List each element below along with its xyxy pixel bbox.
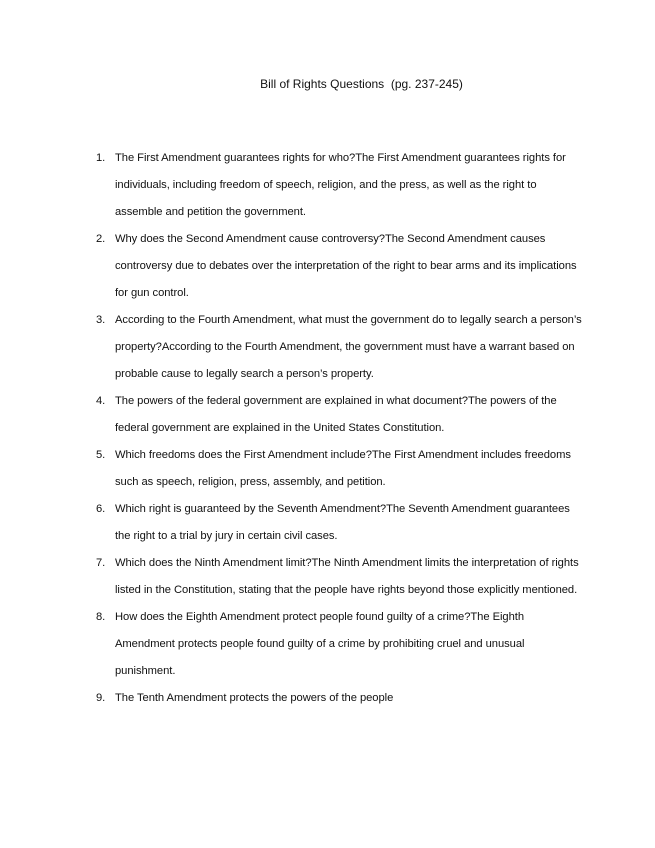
item-number: 3.	[96, 314, 106, 326]
list-item	[91, 685, 583, 712]
item-number: 8.	[96, 611, 106, 623]
item-text: Which does the Ninth Amendment limit?The Ninth Amendment limits the interpretation of rights listed in the Constitution, stating that the people have rights beyond those explicitly mentioned.	[115, 557, 579, 596]
list-item	[91, 604, 583, 685]
list-item	[91, 388, 583, 442]
question-list	[91, 145, 583, 712]
item-number: 6.	[96, 503, 106, 515]
item-text: The Tenth Amendment protects the powers of the people	[115, 692, 394, 704]
item-number: 9.	[96, 692, 106, 704]
item-text: How does the Eighth Amendment protect people found guilty of a crime?The Eighth Amendment protects people found guilty of a crime by prohibiting cruel and unusual punishment.	[115, 611, 525, 677]
list-item	[91, 145, 583, 226]
list-item	[91, 496, 583, 550]
item-text: Why does the Second Amendment cause controversy?The Second Amendment causes controversy due to debates over the interpretation of the right to bear arms and its implications for gun control.	[115, 233, 577, 299]
page-title: Bill of Rights Questions (pg. 237-245)	[260, 77, 463, 91]
item-text: The powers of the federal government are explained in what document?The powers of the federal government are explained in the United States Constitution.	[115, 395, 557, 434]
item-number: 5.	[96, 449, 106, 461]
item-text: According to the Fourth Amendment, what must the government do to legally search a person’s property?According to the Fourth Amendment, the government must have a warrant based on probable cause to legally search a person’s property.	[115, 314, 582, 380]
item-text: Which freedoms does the First Amendment include?The First Amendment includes freedoms such as speech, religion, press, assembly, and petition.	[115, 449, 571, 488]
list-item	[91, 307, 583, 388]
list-item	[91, 226, 583, 307]
list-item	[91, 442, 583, 496]
item-number: 2.	[96, 233, 106, 245]
item-text: The First Amendment guarantees rights for who?The First Amendment guarantees rights for individuals, including freedom of speech, religion, and the press, as well as the right to assemble and petition the government.	[115, 152, 566, 218]
item-number: 1.	[96, 152, 106, 164]
item-text: Which right is guaranteed by the Seventh Amendment?The Seventh Amendment guarantees the right to a trial by jury in certain civil cases.	[115, 503, 570, 542]
item-number: 4.	[96, 395, 106, 407]
item-number: 7.	[96, 557, 106, 569]
list-item	[91, 550, 583, 604]
